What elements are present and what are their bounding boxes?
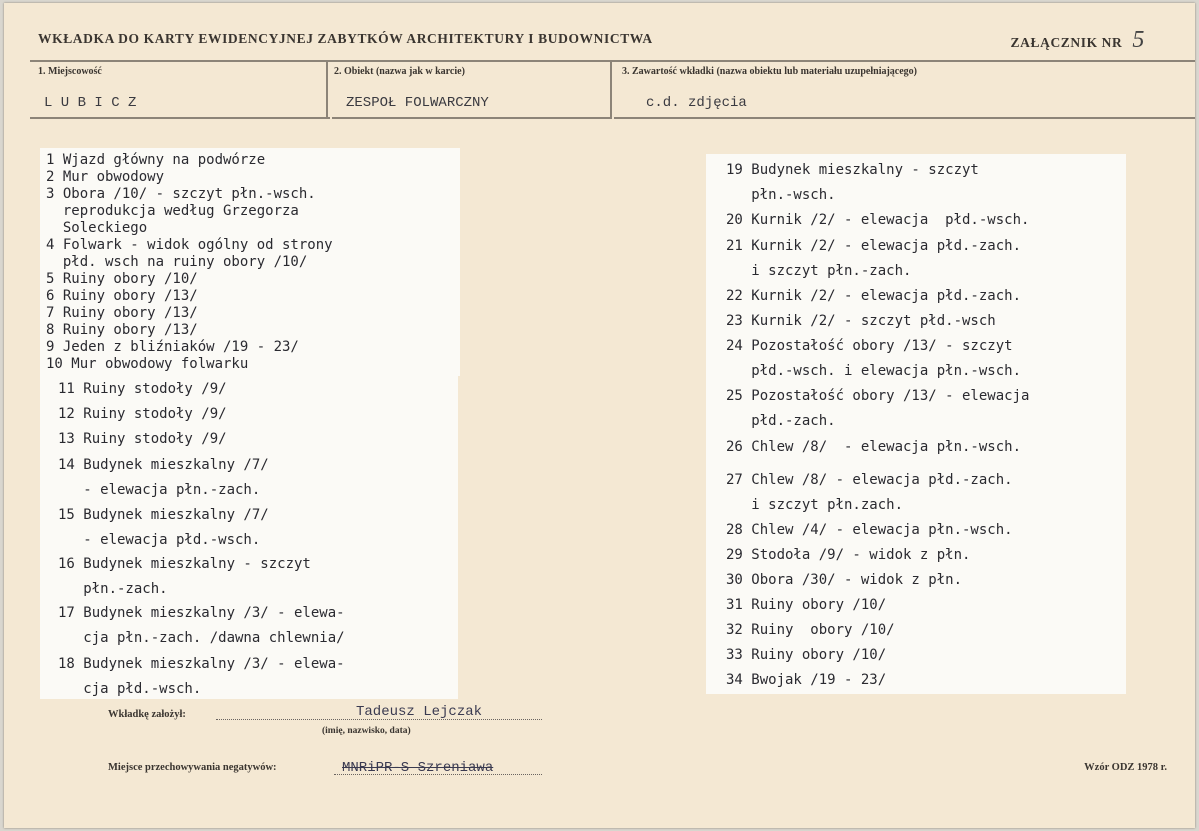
list-item: 10 Mur obwodowy folwarku — [46, 356, 249, 372]
header-rule — [30, 60, 1195, 62]
list-item: 7 Ruiny obory /13/ — [46, 305, 198, 321]
list-item: 8 Ruiny obory /13/ — [46, 322, 198, 338]
field-rule-3 — [614, 117, 1195, 119]
list-item: 30 Obora /30/ - widok z płn. — [726, 572, 963, 588]
list-item: 2 Mur obwodowy — [46, 169, 165, 185]
object-value: ZESPOŁ FOLWARCZNY — [346, 95, 489, 111]
photo-list-slip-2 — [40, 373, 458, 699]
list-item: 34 Bwojak /19 - 23/ — [726, 672, 887, 688]
list-item: - elewacja płn.-zach. — [58, 482, 261, 498]
list-item: 23 Kurnik /2/ - szczyt płd.-wsch — [726, 313, 996, 329]
list-item: 16 Budynek mieszkalny - szczyt — [58, 556, 311, 572]
founder-label: Wkładkę założył: — [108, 709, 186, 720]
form-version: Wzór ODZ 1978 r. — [1084, 762, 1167, 773]
attachment-number-block — [1011, 27, 1145, 54]
list-item: 20 Kurnik /2/ - elewacja płd.-wsch. — [726, 212, 1030, 228]
list-item: 24 Pozostałość obory /13/ - szczyt — [726, 338, 1013, 354]
list-item: płd.-zach. — [726, 413, 836, 429]
list-item: 28 Chlew /4/ - elewacja płn.-wsch. — [726, 522, 1013, 538]
inventory-insert-card — [4, 3, 1195, 828]
field-divider-2 — [610, 61, 612, 117]
photo-list-slip-1 — [40, 148, 460, 376]
list-item: płd.-wsch. i elewacja płn.-wsch. — [726, 363, 1022, 379]
place-value: L U B I C Z — [44, 95, 137, 111]
list-item: 26 Chlew /8/ - elewacja płn.-wsch. — [726, 439, 1022, 455]
list-item: 21 Kurnik /2/ - elewacja płd.-zach. — [726, 238, 1022, 254]
list-item: 15 Budynek mieszkalny /7/ — [58, 507, 269, 523]
list-item: 27 Chlew /8/ - elewacja płd.-zach. — [726, 472, 1013, 488]
list-item: 25 Pozostałość obory /13/ - elewacja — [726, 388, 1030, 404]
list-item: płn.-wsch. — [726, 187, 836, 203]
field-divider-1 — [326, 61, 328, 117]
attachment-number: 5 — [1132, 27, 1145, 53]
list-item: i szczyt płn.-zach. — [726, 263, 912, 279]
list-item: płn.-zach. — [58, 581, 168, 597]
list-item: cja płd.-wsch. — [58, 681, 202, 697]
list-item: 1 Wjazd główny na podwórze — [46, 152, 266, 168]
list-item: reprodukcja według Grzegorza — [46, 203, 299, 219]
list-item: 33 Ruiny obory /10/ — [726, 647, 887, 663]
list-item: 29 Stodoła /9/ - widok z płn. — [726, 547, 971, 563]
form-title: WKŁADKA DO KARTY EWIDENCYJNEJ ZABYTKÓW ARCHITEKTURY I BUDOWNICTWA — [38, 31, 653, 46]
list-item: 9 Jeden z bliźniaków /19 - 23/ — [46, 339, 299, 355]
founder-value: Tadeusz Lejczak — [356, 704, 483, 720]
storage-value: MNRiPR-S Szreniawa — [342, 760, 494, 776]
list-item: 31 Ruiny obory /10/ — [726, 597, 887, 613]
content-label: 3. Zawartość wkładki (nazwa obiektu lub materiału uzupełniającego) — [622, 66, 918, 77]
field-rule-1 — [30, 117, 330, 119]
list-item: 18 Budynek mieszkalny /3/ - elewa- — [58, 656, 345, 672]
list-item: 4 Folwark - widok ogólny od strony — [46, 237, 333, 253]
list-item: 14 Budynek mieszkalny /7/ — [58, 457, 269, 473]
list-item: Soleckiego — [46, 220, 148, 236]
list-item: 11 Ruiny stodoły /9/ — [58, 381, 227, 397]
list-item: 32 Ruiny obory /10/ — [726, 622, 895, 638]
field-rule-2 — [332, 117, 612, 119]
attachment-label: ZAŁĄCZNIK NR — [1010, 35, 1123, 50]
list-item: 5 Ruiny obory /10/ — [46, 271, 198, 287]
list-item: 6 Ruiny obory /13/ — [46, 288, 198, 304]
founder-hint: (imię, nazwisko, data) — [322, 726, 411, 736]
list-item: 12 Ruiny stodoły /9/ — [58, 406, 227, 422]
list-item: płd. wsch na ruiny obory /10/ — [46, 254, 308, 270]
list-item: 19 Budynek mieszkalny - szczyt — [726, 162, 979, 178]
list-item: - elewacja płd.-wsch. — [58, 532, 261, 548]
list-item: cja płn.-zach. /dawna chlewnia/ — [58, 630, 345, 646]
object-label: 2. Obiekt (nazwa jak w karcie) — [334, 66, 465, 77]
list-item: 17 Budynek mieszkalny /3/ - elewa- — [58, 605, 345, 621]
storage-label: Miejsce przechowywania negatywów: — [108, 762, 277, 773]
list-item: 22 Kurnik /2/ - elewacja płd.-zach. — [726, 288, 1022, 304]
place-label: 1. Miejscowość — [38, 66, 102, 77]
list-item: 13 Ruiny stodoły /9/ — [58, 431, 227, 447]
content-value: c.d. zdjęcia — [646, 95, 747, 111]
list-item: 3 Obora /10/ - szczyt płn.-wsch. — [46, 186, 316, 202]
photo-list-slip-3 — [706, 154, 1126, 694]
list-item: i szczyt płn.zach. — [726, 497, 904, 513]
